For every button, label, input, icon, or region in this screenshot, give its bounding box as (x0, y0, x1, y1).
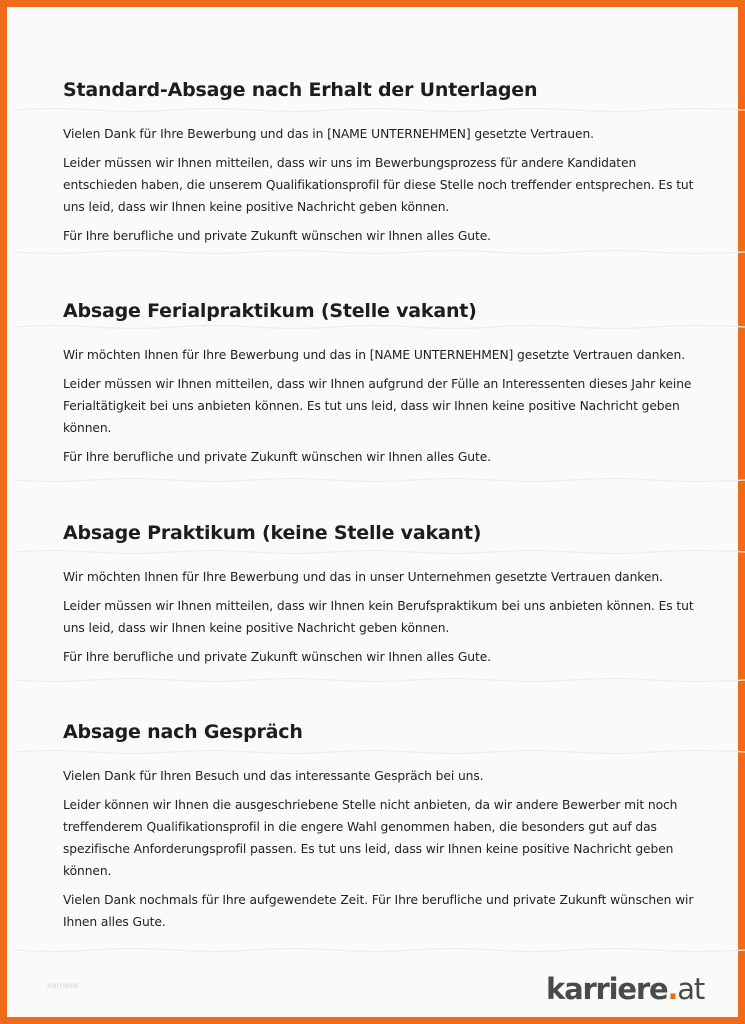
section-standard-absage (63, 78, 703, 254)
section-absage-ferialpraktikum (63, 299, 703, 475)
paragraph: Für Ihre berufliche und private Zukunft wünschen wir Ihnen alles Gute. (63, 450, 491, 464)
logo-tld: at (677, 972, 705, 1006)
section-absage-nach-gespraech (63, 720, 703, 940)
paragraph: Für Ihre berufliche und private Zukunft wünschen wir Ihnen alles Gute. (63, 229, 491, 243)
wavy-divider (14, 475, 745, 485)
section-absage-praktikum (63, 521, 703, 675)
paragraph: Leider müssen wir Ihnen mitteilen, dass wir Ihnen kein Berufspraktikum bei uns anbieten können. Es tut uns leid, dass wir Ihnen keine positive Nachricht geben können. (63, 599, 694, 635)
logo-name: karriere (546, 972, 668, 1006)
paragraph: Leider müssen wir Ihnen mitteilen, dass wir Ihnen aufgrund der Fülle an Interessenten dieses Jahr keine Ferialtätigkeit bei uns anbieten können. Es tut uns leid, dass wir Ihnen keine positive Nachricht geben können. (63, 377, 692, 435)
wavy-divider (14, 945, 745, 955)
paragraph: Vielen Dank für Ihre Bewerbung und das in [NAME UNTERNEHMEN] gesetzte Vertrauen. (63, 127, 594, 141)
section-title: Absage nach Gespräch (63, 721, 303, 743)
paragraph: Wir möchten Ihnen für Ihre Bewerbung und das in [NAME UNTERNEHMEN] gesetzte Vertrauen danken. (63, 348, 686, 362)
section-title: Absage Praktikum (keine Stelle vakant) (63, 522, 482, 544)
source-caption: karriere (47, 981, 79, 990)
paragraph: Für Ihre berufliche und private Zukunft wünschen wir Ihnen alles Gute. (63, 650, 491, 664)
paragraph: Vielen Dank für Ihren Besuch und das interessante Gespräch bei uns. (63, 769, 484, 783)
logo-dot: . (667, 972, 678, 1006)
wavy-divider (14, 675, 745, 685)
paragraph: Leider müssen wir Ihnen mitteilen, dass wir uns im Bewerbungsprozess für andere Kandidaten entschieden haben, die unserem Qualifikationsprofil für diese Stelle noch treffender entsprechen. Es tut uns leid, dass wir Ihnen keine positive Nachricht geben können. (63, 156, 694, 214)
karriere-at-logo (546, 969, 704, 1009)
paragraph: Leider können wir Ihnen die ausgeschriebene Stelle nicht anbieten, da wir andere Bewerber mit noch treffenderem Qualifikationsprofil in die engere Wahl genommen haben, die besonders gut auf das spezifische Anforderungsprofil passen. Es tut uns leid, dass wir Ihnen keine positive Nachricht geben können. (63, 798, 678, 878)
paragraph: Wir möchten Ihnen für Ihre Bewerbung und das in unser Unternehmen gesetzte Vertrauen danken. (63, 570, 663, 584)
section-title: Absage Ferialpraktikum (Stelle vakant) (63, 300, 477, 322)
paragraph: Vielen Dank nochmals für Ihre aufgewendete Zeit. Für Ihre berufliche und private Zukunft wünschen wir Ihnen alles Gute. (63, 893, 694, 929)
section-title: Standard-Absage nach Erhalt der Unterlagen (63, 79, 538, 101)
